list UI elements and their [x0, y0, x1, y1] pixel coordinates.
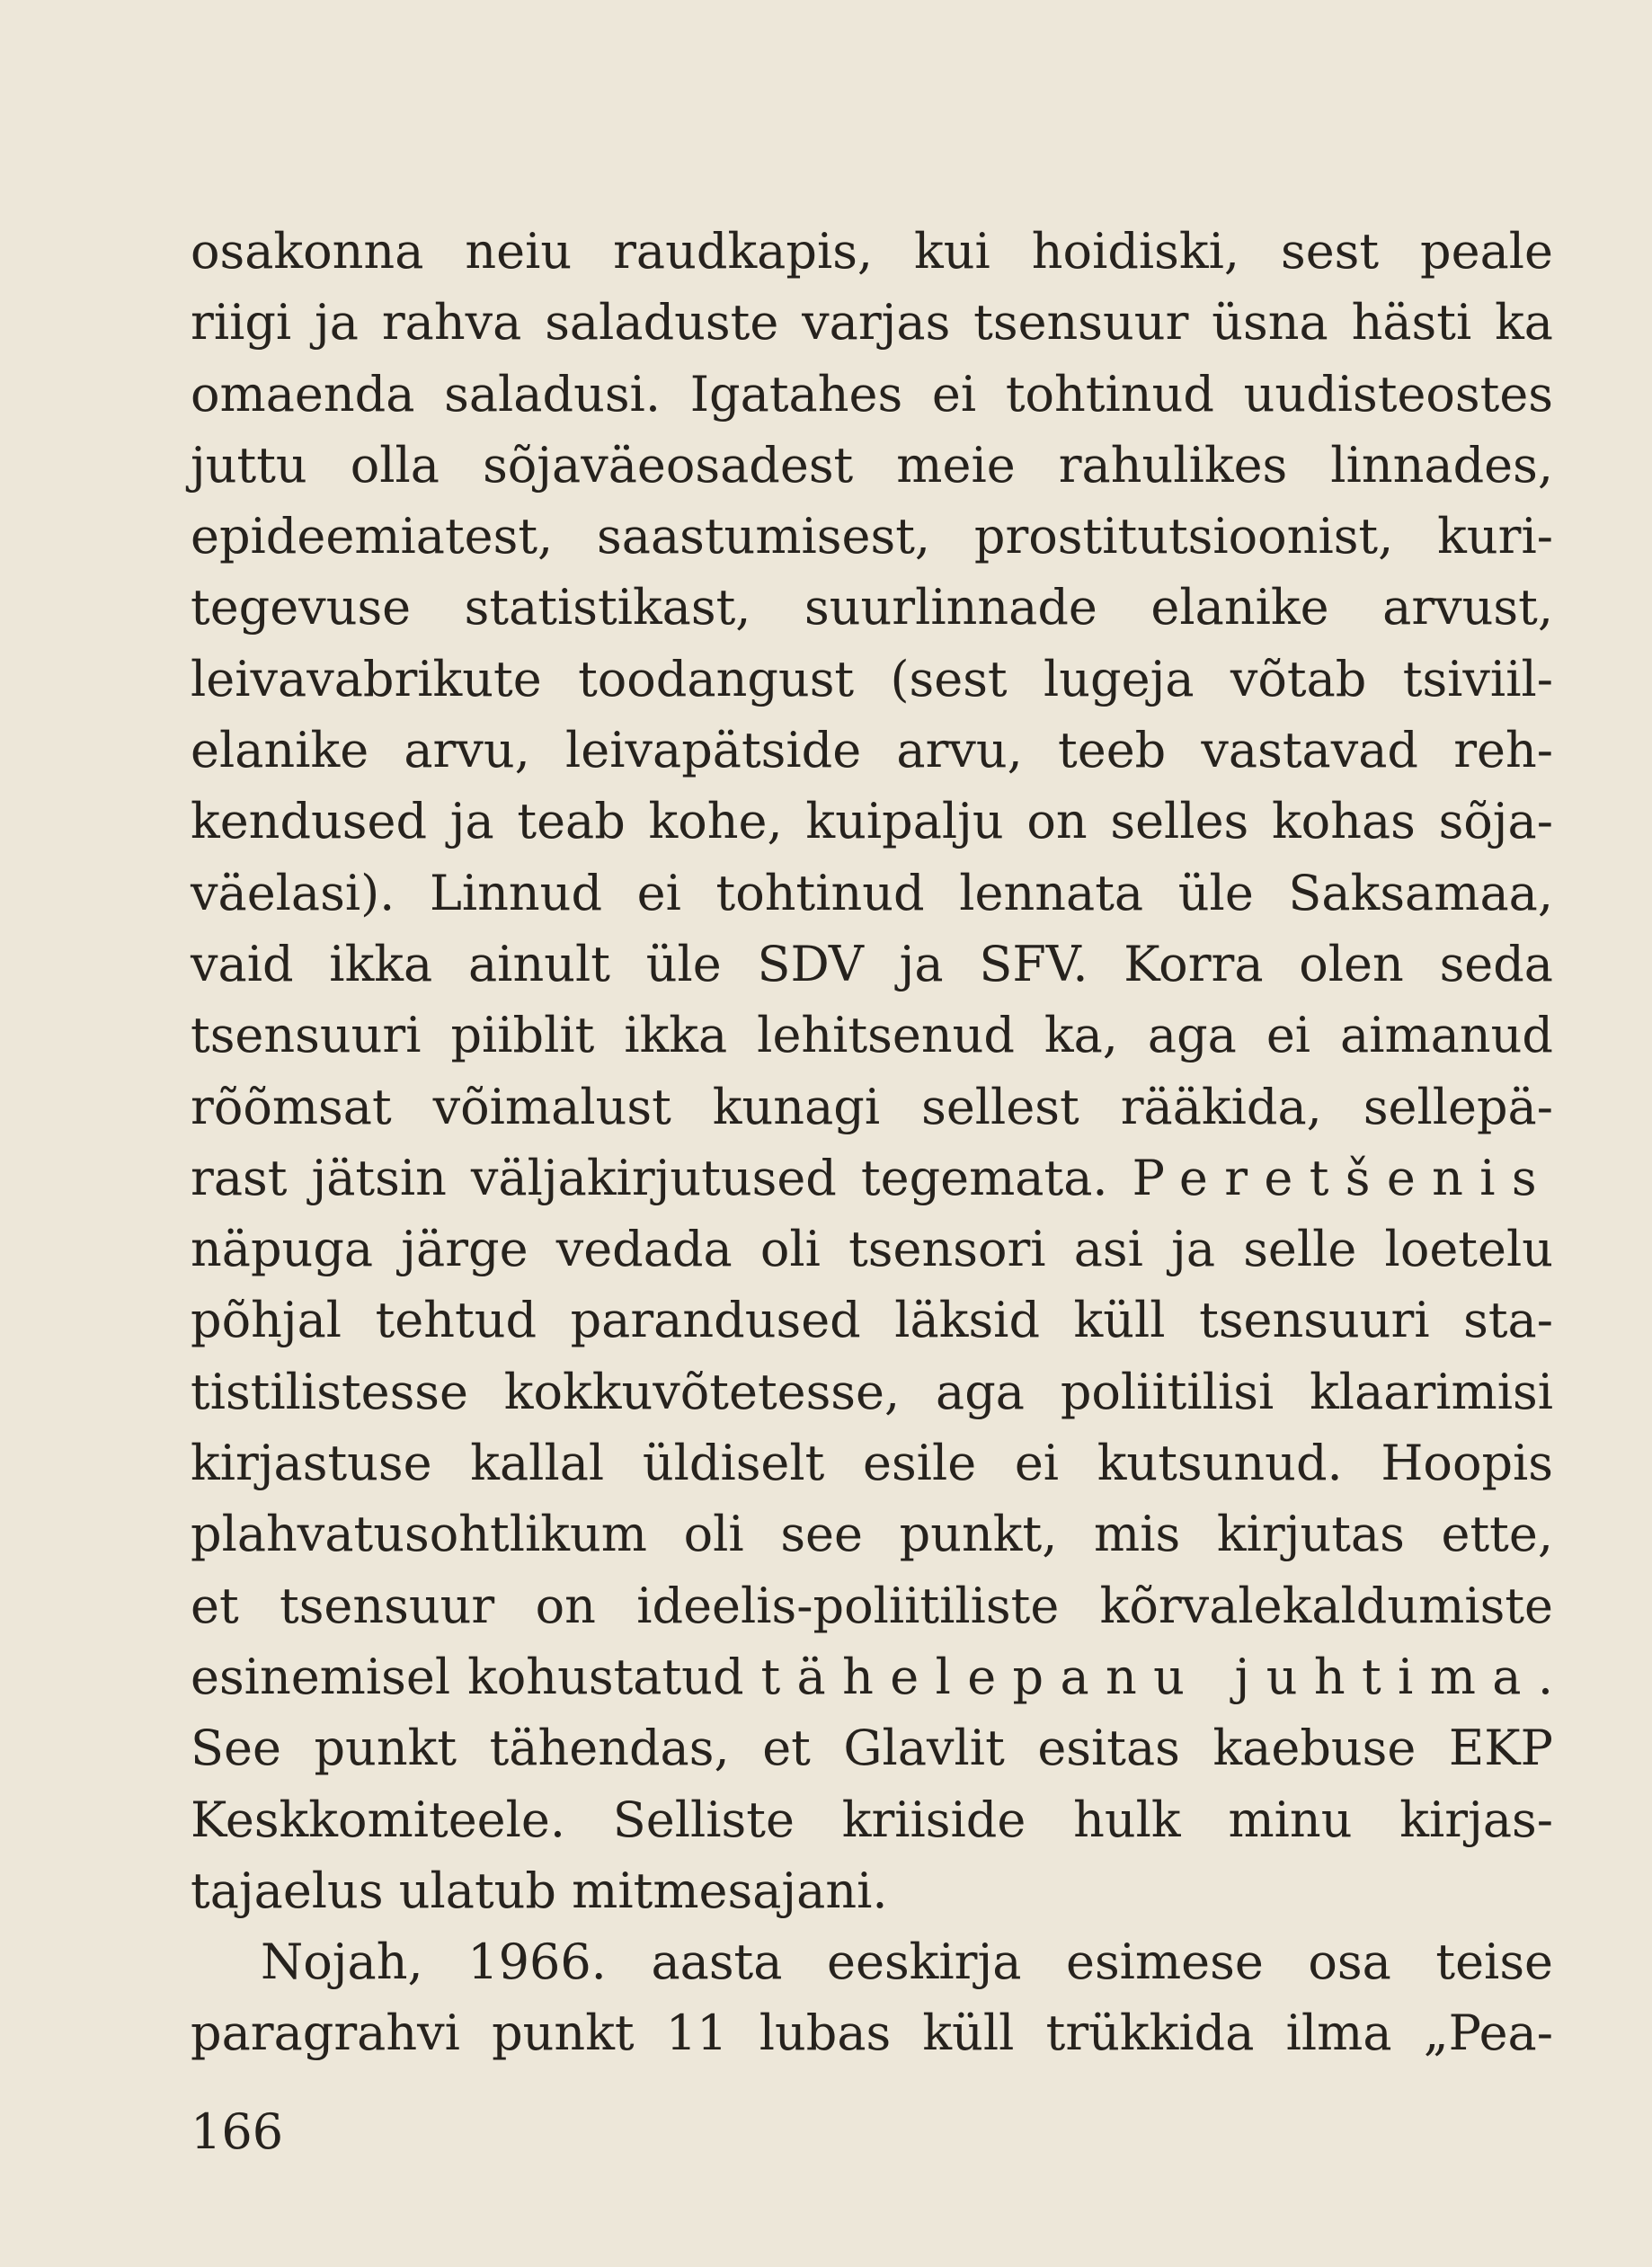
text-line: omaenda saladusi. Igatahes ei tohtinud uudisteostes [191, 365, 1553, 422]
text-line [191, 1641, 1553, 1712]
text-line: See punkt tähendas, et Glavlit esitas kaebuse EKP [191, 1720, 1553, 1777]
text-line: kirjastuse kallal üldiselt esile ei kutsunud. Hoopis [191, 1435, 1553, 1492]
text-segment: . [1537, 1648, 1553, 1705]
text-line: epideemiatest, saastumisest, prostitutsioonist, kuri- [191, 508, 1553, 565]
text-line: osakonna neiu raudkapis, kui hoidiski, sest peale [191, 223, 1553, 280]
text-segment: rast jätsin väljakirjutused tegemata. [191, 1149, 1132, 1206]
text-line: väelasi). Linnud ei tohtinud lennata üle Saksamaa, [191, 864, 1553, 921]
text-segment: esinemisel kohustatud [191, 1648, 761, 1705]
text-line: tajaelus ulatub mitmesajani. [191, 1862, 888, 1919]
text-line: elanike arvu, leivapätside arvu, teeb vastavad reh- [191, 722, 1553, 779]
text-line: Nojah, 1966. aasta eeskirja esimese osa teise [261, 1934, 1553, 1991]
text-line: leivavabrikute toodangust (sest lugeja võtab tsiviil- [191, 650, 1553, 707]
text-line: rõõmsat võimalust kunagi sellest rääkida, sellepä- [191, 1078, 1553, 1135]
text-line: tsensuuri piiblit ikka lehitsenud ka, aga ei aimanud [191, 1007, 1553, 1064]
body-text [191, 216, 1553, 2069]
text-line: tegevuse statistikast, suurlinnade elanike arvust, [191, 579, 1553, 636]
spaced-emphasis: Peretšenis [1132, 1149, 1553, 1206]
text-line: vaid ikka ainult üle SDV ja SFV. Korra olen seda [191, 935, 1553, 992]
page-number: 166 [191, 2103, 284, 2160]
text-line: kendused ja teab kohe, kuipalju on selles kohas sõja- [191, 793, 1553, 850]
text-line: et tsensuur on ideelis-poliitiliste kõrvalekaldumiste [191, 1577, 1553, 1634]
text-line: juttu olla sõjaväeosadest meie rahulikes linnades, [191, 436, 1553, 493]
text-line [191, 1142, 1553, 1214]
text-line: põhjal tehtud parandused läksid küll tsensuuri sta- [191, 1292, 1553, 1349]
text-line: Keskkomiteele. Selliste kriiside hulk minu kirjas- [191, 1791, 1553, 1848]
text-line: riigi ja rahva saladuste varjas tsensuur üsna hästi ka [191, 294, 1553, 351]
text-line: näpuga järge vedada oli tsensori asi ja selle loetelu [191, 1221, 1553, 1278]
spaced-emphasis: tähelepanu juhtima [760, 1648, 1538, 1705]
text-line: tistilistesse kokkuvõtetesse, aga poliitilisi klaarimisi [191, 1363, 1553, 1420]
text-line: plahvatusohtlikum oli see punkt, mis kirjutas ette, [191, 1506, 1553, 1563]
text-line: paragrahvi punkt 11 lubas küll trükkida ilma „Pea- [191, 2005, 1553, 2062]
